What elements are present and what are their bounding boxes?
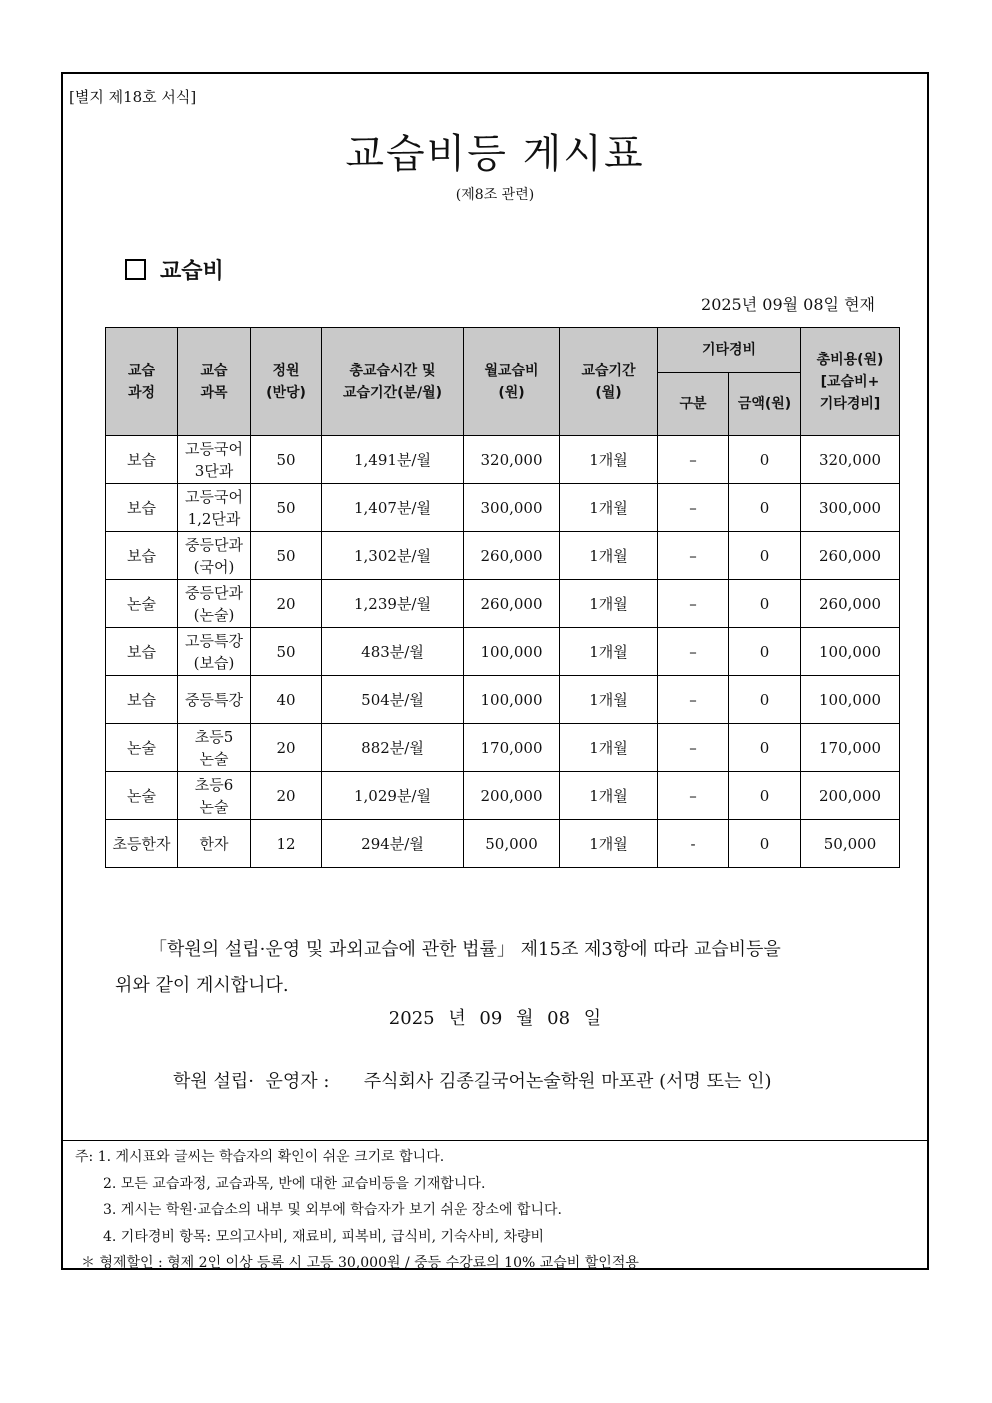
page-subtitle: (제8조 관련) bbox=[455, 187, 535, 203]
square-bullet-icon bbox=[125, 259, 146, 280]
cell-course: 초등한자 bbox=[106, 820, 178, 868]
cell-monthly-fee: 320,000 bbox=[464, 436, 560, 484]
legal-statement bbox=[115, 932, 895, 1004]
cell-monthly-fee: 300,000 bbox=[464, 484, 560, 532]
cell-other-amount: 0 bbox=[729, 820, 801, 868]
cell-course: 보습 bbox=[106, 436, 178, 484]
cell-total: 200,000 bbox=[801, 772, 900, 820]
cell-period: 1개월 bbox=[560, 532, 658, 580]
cell-capacity: 40 bbox=[251, 676, 322, 724]
cell-subject: 초등5 논술 bbox=[178, 724, 251, 772]
cell-total: 100,000 bbox=[801, 676, 900, 724]
header-subject: 교습 과목 bbox=[178, 328, 251, 436]
table-row bbox=[106, 772, 900, 820]
cell-period: 1개월 bbox=[560, 724, 658, 772]
cell-subject: 고등국어 3단과 bbox=[178, 436, 251, 484]
cell-monthly-fee: 100,000 bbox=[464, 628, 560, 676]
cell-hours: 1,302분/월 bbox=[322, 532, 464, 580]
note-discount: ＊ 형제할인 : 형제 2인 이상 등록 시 고등 30,000원 / 중등 수강료의 10% 교습비 할인적용 bbox=[81, 1255, 639, 1271]
header-hours: 총교습시간 및 교습기간(분/월) bbox=[322, 328, 464, 436]
cell-subject: 초등6 논술 bbox=[178, 772, 251, 820]
cell-subject: 고등특강 (보습) bbox=[178, 628, 251, 676]
cell-period: 1개월 bbox=[560, 580, 658, 628]
cell-monthly-fee: 100,000 bbox=[464, 676, 560, 724]
cell-capacity: 50 bbox=[251, 628, 322, 676]
header-period: 교습기간 (월) bbox=[560, 328, 658, 436]
cell-monthly-fee: 200,000 bbox=[464, 772, 560, 820]
header-total: 총비용(원) [교습비+ 기타경비] bbox=[801, 328, 900, 436]
table-row bbox=[106, 724, 900, 772]
fee-table bbox=[105, 327, 900, 868]
statement-line-2: 위와 같이 게시합니다. bbox=[115, 975, 289, 996]
table-row bbox=[106, 580, 900, 628]
cell-capacity: 20 bbox=[251, 580, 322, 628]
cell-other-amount: 0 bbox=[729, 628, 801, 676]
form-frame bbox=[61, 72, 929, 1270]
note-2: 2. 모든 교습과정, 교습과목, 반에 대한 교습비등을 기재합니다. bbox=[103, 1175, 486, 1192]
note-4: 4. 기타경비 항목: 모의고사비, 재료비, 피복비, 급식비, 기숙사비, 차량비 bbox=[103, 1228, 545, 1245]
cell-period: 1개월 bbox=[560, 484, 658, 532]
cell-course: 보습 bbox=[106, 676, 178, 724]
table-row bbox=[106, 532, 900, 580]
cell-other-amount: 0 bbox=[729, 772, 801, 820]
cell-period: 1개월 bbox=[560, 772, 658, 820]
signer-line: 학원 설립· 운영자 : 주식회사 김종길국어논술학원 마포관 (서명 또는 인) bbox=[173, 1071, 772, 1092]
cell-capacity: 50 bbox=[251, 436, 322, 484]
cell-total: 300,000 bbox=[801, 484, 900, 532]
cell-total: 170,000 bbox=[801, 724, 900, 772]
header-other-amount: 금액(원) bbox=[729, 373, 801, 436]
cell-total: 50,000 bbox=[801, 820, 900, 868]
posting-date: 2025 년 09 월 08 일 bbox=[388, 1008, 602, 1029]
cell-monthly-fee: 260,000 bbox=[464, 580, 560, 628]
form-label: [별지 제18호 서식] bbox=[69, 88, 197, 106]
table-row bbox=[106, 628, 900, 676]
cell-other-amount: 0 bbox=[729, 724, 801, 772]
cell-subject: 중등단과 (국어) bbox=[178, 532, 251, 580]
cell-capacity: 20 bbox=[251, 724, 322, 772]
cell-course: 보습 bbox=[106, 628, 178, 676]
cell-total: 320,000 bbox=[801, 436, 900, 484]
statement-line-1: 「학원의 설립·운영 및 과외교습에 관한 법률」 제15조 제3항에 따라 교습비등을 bbox=[149, 939, 781, 960]
cell-course: 논술 bbox=[106, 772, 178, 820]
page-title: 교습비등 게시표 bbox=[345, 131, 645, 177]
header-monthly-fee: 월교습비 (원) bbox=[464, 328, 560, 436]
cell-hours: 1,239분/월 bbox=[322, 580, 464, 628]
cell-hours: 483분/월 bbox=[322, 628, 464, 676]
cell-hours: 294분/월 bbox=[322, 820, 464, 868]
cell-other-amount: 0 bbox=[729, 436, 801, 484]
cell-total: 100,000 bbox=[801, 628, 900, 676]
cell-subject: 중등특강 bbox=[178, 676, 251, 724]
table-row bbox=[106, 676, 900, 724]
cell-other-type: – bbox=[658, 724, 729, 772]
cell-monthly-fee: 170,000 bbox=[464, 724, 560, 772]
cell-course: 논술 bbox=[106, 724, 178, 772]
cell-other-amount: 0 bbox=[729, 532, 801, 580]
cell-subject: 한자 bbox=[178, 820, 251, 868]
header-course: 교습 과정 bbox=[106, 328, 178, 436]
cell-monthly-fee: 260,000 bbox=[464, 532, 560, 580]
notes-section bbox=[63, 1140, 927, 1277]
cell-hours: 1,407분/월 bbox=[322, 484, 464, 532]
cell-other-type: - bbox=[658, 820, 729, 868]
table-row bbox=[106, 484, 900, 532]
cell-other-amount: 0 bbox=[729, 676, 801, 724]
cell-course: 보습 bbox=[106, 532, 178, 580]
cell-course: 논술 bbox=[106, 580, 178, 628]
section-label: 교습비 bbox=[160, 259, 224, 284]
note-3: 3. 게시는 학원·교습소의 내부 및 외부에 학습자가 보기 쉬운 장소에 합니다. bbox=[103, 1202, 562, 1218]
cell-other-type: – bbox=[658, 628, 729, 676]
cell-subject: 고등국어 1,2단과 bbox=[178, 484, 251, 532]
cell-other-type: – bbox=[658, 436, 729, 484]
cell-hours: 1,491분/월 bbox=[322, 436, 464, 484]
header-other-expenses: 기타경비 bbox=[658, 328, 801, 373]
table-row bbox=[106, 436, 900, 484]
cell-hours: 504분/월 bbox=[322, 676, 464, 724]
cell-period: 1개월 bbox=[560, 820, 658, 868]
cell-other-amount: 0 bbox=[729, 484, 801, 532]
cell-period: 1개월 bbox=[560, 676, 658, 724]
cell-capacity: 20 bbox=[251, 772, 322, 820]
cell-other-type: – bbox=[658, 580, 729, 628]
cell-other-amount: 0 bbox=[729, 580, 801, 628]
cell-period: 1개월 bbox=[560, 436, 658, 484]
header-other-type: 구분 bbox=[658, 373, 729, 436]
cell-subject: 중등단과 (논술) bbox=[178, 580, 251, 628]
cell-hours: 882분/월 bbox=[322, 724, 464, 772]
cell-other-type: – bbox=[658, 676, 729, 724]
cell-monthly-fee: 50,000 bbox=[464, 820, 560, 868]
cell-other-type: – bbox=[658, 532, 729, 580]
cell-hours: 1,029분/월 bbox=[322, 772, 464, 820]
cell-other-type: – bbox=[658, 484, 729, 532]
cell-total: 260,000 bbox=[801, 580, 900, 628]
cell-capacity: 50 bbox=[251, 484, 322, 532]
cell-capacity: 12 bbox=[251, 820, 322, 868]
cell-period: 1개월 bbox=[560, 628, 658, 676]
as-of-date: 2025년 09월 08일 현재 bbox=[701, 295, 875, 314]
header-capacity: 정원 (반당) bbox=[251, 328, 322, 436]
cell-course: 보습 bbox=[106, 484, 178, 532]
cell-capacity: 50 bbox=[251, 532, 322, 580]
section-heading bbox=[125, 254, 224, 285]
table-row bbox=[106, 820, 900, 868]
note-1: 주: 1. 게시표와 글씨는 학습자의 확인이 쉬운 크기로 합니다. bbox=[75, 1149, 445, 1165]
cell-total: 260,000 bbox=[801, 532, 900, 580]
cell-other-type: – bbox=[658, 772, 729, 820]
